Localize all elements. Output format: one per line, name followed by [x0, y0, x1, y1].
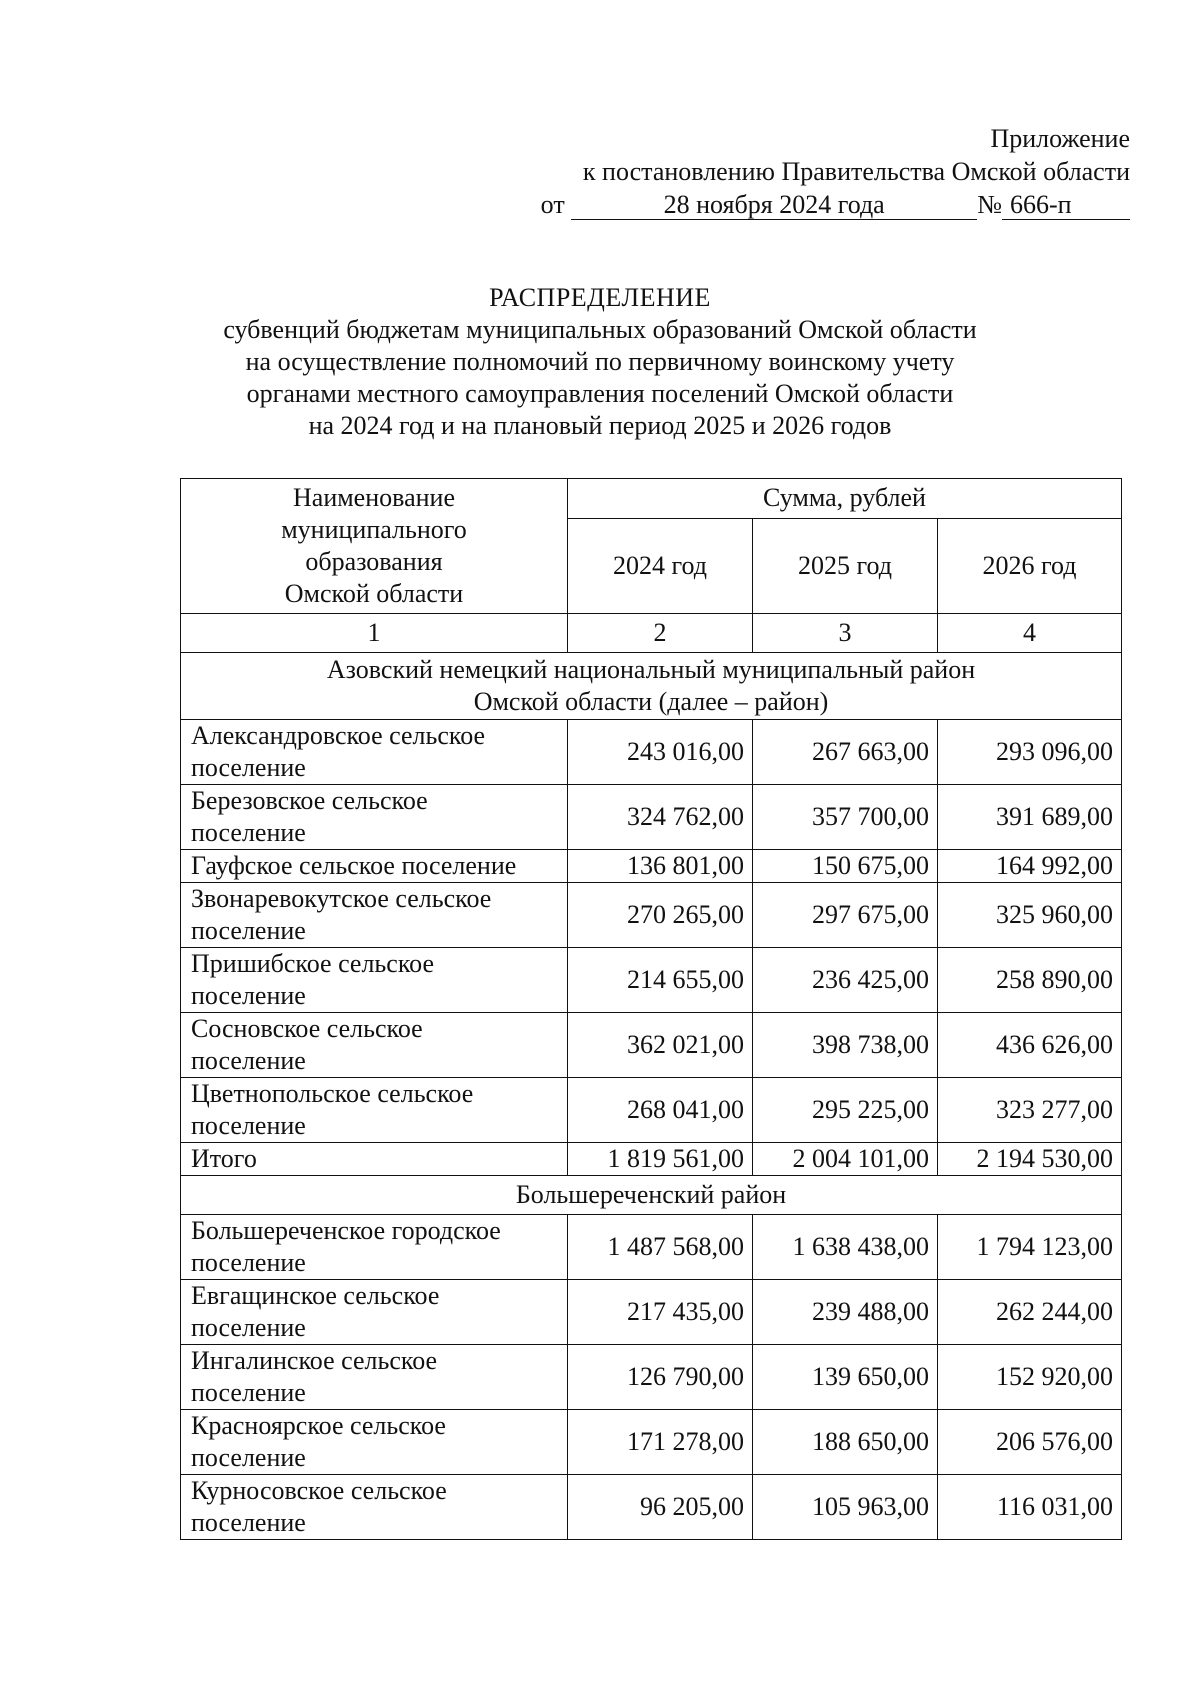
- amount-2026-cell: 325 960,00: [938, 883, 1122, 948]
- municipality-name-line: Красноярское сельское: [191, 1411, 446, 1440]
- municipality-name-line: Березовское сельское: [191, 786, 428, 815]
- column-number-row: [181, 614, 1122, 653]
- amount-2024-cell: 1 819 561,00: [568, 1143, 753, 1176]
- table-row: [181, 1078, 1122, 1143]
- amount-2026-cell: 116 031,00: [938, 1475, 1122, 1540]
- amount-2024-cell: 96 205,00: [568, 1475, 753, 1540]
- amount-2025-cell: 236 425,00: [753, 948, 938, 1013]
- amount-2026-cell: 2 194 530,00: [938, 1143, 1122, 1176]
- table-row: [181, 1215, 1122, 1280]
- amount-2024-cell: 243 016,00: [568, 720, 753, 785]
- municipality-name-cell: [181, 1280, 568, 1345]
- municipality-name-line: поселение: [191, 1508, 306, 1537]
- amount-2024-cell: 126 790,00: [568, 1345, 753, 1410]
- amount-2025-cell: 295 225,00: [753, 1078, 938, 1143]
- amount-2025-cell: 2 004 101,00: [753, 1143, 938, 1176]
- annex-date: 28 ноября 2024 года: [571, 191, 977, 220]
- total-row: [181, 1143, 1122, 1176]
- municipality-name-line: Большереченское городское: [191, 1216, 501, 1245]
- document-heading: РАСПРЕДЕЛЕНИЕ: [489, 283, 711, 312]
- municipality-name-line: поселение: [191, 753, 306, 782]
- subtitle-line: субвенций бюджетам муниципальных образований Омской области: [223, 315, 977, 344]
- amount-2025-cell: 1 638 438,00: [753, 1215, 938, 1280]
- district-header-row: [181, 1176, 1122, 1215]
- amount-2026-cell: 1 794 123,00: [938, 1215, 1122, 1280]
- amount-2025-cell: 188 650,00: [753, 1410, 938, 1475]
- distribution-table: [180, 478, 1122, 1540]
- table-row: [181, 883, 1122, 948]
- header-name-line: образования: [305, 547, 443, 576]
- municipality-name-line: Звонаревокутское сельское: [191, 884, 492, 913]
- municipality-name-line: поселение: [191, 1378, 306, 1407]
- amount-2024-cell: 270 265,00: [568, 883, 753, 948]
- municipality-name-line: поселение: [191, 916, 306, 945]
- municipality-name-line: поселение: [191, 1111, 306, 1140]
- municipality-name-line: поселение: [191, 818, 306, 847]
- table-row: [181, 1013, 1122, 1078]
- municipality-name-line: Сосновское сельское: [191, 1014, 423, 1043]
- amount-2026-cell: 258 890,00: [938, 948, 1122, 1013]
- amount-2024-cell: 1 487 568,00: [568, 1215, 753, 1280]
- annex-date-line: [541, 188, 1130, 221]
- table-row: [181, 785, 1122, 850]
- amount-2025-cell: 239 488,00: [753, 1280, 938, 1345]
- header-year-2026: 2026 год: [938, 518, 1122, 613]
- header-year-2024: 2024 год: [568, 518, 753, 613]
- subtitle-line: на осуществление полномочий по первичному воинскому учету: [245, 347, 955, 376]
- column-number: 2: [568, 614, 753, 653]
- municipality-name-line: поселение: [191, 981, 306, 1010]
- municipality-name-line: Александровское сельское: [191, 721, 486, 750]
- municipality-name-line: Евгащинское сельское: [191, 1281, 440, 1310]
- municipality-name-cell: [181, 1345, 568, 1410]
- amount-2025-cell: 297 675,00: [753, 883, 938, 948]
- amount-2024-cell: 136 801,00: [568, 850, 753, 883]
- column-number: 4: [938, 614, 1122, 653]
- amount-2026-cell: 323 277,00: [938, 1078, 1122, 1143]
- district-name-line: Большереченский район: [515, 1180, 787, 1209]
- municipality-name-cell: [181, 883, 568, 948]
- document-title: [0, 282, 1200, 442]
- annex-number: 666-п: [1002, 191, 1130, 220]
- municipality-name-line: поселение: [191, 1248, 306, 1277]
- subtitle-line: органами местного самоуправления поселений Омской области: [246, 379, 954, 408]
- municipality-name-line: поселение: [191, 1046, 306, 1075]
- amount-2025-cell: 357 700,00: [753, 785, 938, 850]
- district-name-line: Азовский немецкий национальный муниципальный район: [326, 655, 976, 684]
- municipality-name-cell: [181, 1410, 568, 1475]
- municipality-name-line: Цветнопольское сельское: [191, 1079, 474, 1108]
- annex-date-prefix: от: [540, 190, 565, 219]
- amount-2025-cell: 139 650,00: [753, 1345, 938, 1410]
- amount-2024-cell: 362 021,00: [568, 1013, 753, 1078]
- district-name-line: Омской области (далее – район): [473, 687, 829, 716]
- municipality-name-line: Итого: [191, 1144, 257, 1173]
- amount-2024-cell: 268 041,00: [568, 1078, 753, 1143]
- header-sum-cell: Сумма, рублей: [568, 479, 1122, 519]
- municipality-name-cell: [181, 1013, 568, 1078]
- table-row: [181, 1410, 1122, 1475]
- municipality-name-line: Ингалинское сельское: [191, 1346, 438, 1375]
- municipality-name-cell: [181, 785, 568, 850]
- subtitle-line: на 2024 год и на плановый период 2025 и 2026 годов: [308, 411, 892, 440]
- header-name-line: муниципального: [281, 515, 467, 544]
- column-number: 3: [753, 614, 938, 653]
- municipality-name-line: поселение: [191, 1313, 306, 1342]
- amount-2026-cell: 152 920,00: [938, 1345, 1122, 1410]
- annex-number-prefix: №: [977, 190, 1002, 219]
- amount-2024-cell: 324 762,00: [568, 785, 753, 850]
- amount-2026-cell: 436 626,00: [938, 1013, 1122, 1078]
- municipality-name-line: Курносовское сельское: [191, 1476, 447, 1505]
- amount-2025-cell: 105 963,00: [753, 1475, 938, 1540]
- municipality-name-cell: [181, 720, 568, 785]
- header-year-2025: 2025 год: [753, 518, 938, 613]
- municipality-name-cell: [181, 1078, 568, 1143]
- table-row: [181, 720, 1122, 785]
- table-row: [181, 850, 1122, 883]
- district-name-cell: [181, 1176, 1122, 1215]
- annex-title: Приложение: [990, 124, 1130, 153]
- district-header-row: [181, 653, 1122, 720]
- table-row: [181, 1475, 1122, 1540]
- header-name-line: Омской области: [284, 579, 464, 608]
- amount-2026-cell: 206 576,00: [938, 1410, 1122, 1475]
- header-name-line: Наименование: [293, 483, 455, 512]
- header-name-cell: [181, 479, 568, 614]
- municipality-name-cell: [181, 948, 568, 1013]
- amount-2025-cell: 150 675,00: [753, 850, 938, 883]
- amount-2024-cell: 171 278,00: [568, 1410, 753, 1475]
- amount-2026-cell: 262 244,00: [938, 1280, 1122, 1345]
- amount-2026-cell: 391 689,00: [938, 785, 1122, 850]
- amount-2025-cell: 398 738,00: [753, 1013, 938, 1078]
- annex-block: [541, 122, 1130, 221]
- amount-2026-cell: 164 992,00: [938, 850, 1122, 883]
- column-number: 1: [181, 614, 568, 653]
- municipality-name-line: Гауфское сельское поселение: [191, 851, 517, 880]
- municipality-name-line: Пришибское сельское: [191, 949, 435, 978]
- municipality-name-line: поселение: [191, 1443, 306, 1472]
- municipality-name-cell: [181, 1143, 568, 1176]
- municipality-name-cell: [181, 850, 568, 883]
- amount-2024-cell: 214 655,00: [568, 948, 753, 1013]
- municipality-name-cell: [181, 1215, 568, 1280]
- table-row: [181, 1280, 1122, 1345]
- amount-2024-cell: 217 435,00: [568, 1280, 753, 1345]
- annex-resolution-line: к постановлению Правительства Омской области: [582, 157, 1130, 186]
- amount-2026-cell: 293 096,00: [938, 720, 1122, 785]
- amount-2025-cell: 267 663,00: [753, 720, 938, 785]
- table-row: [181, 1345, 1122, 1410]
- municipality-name-cell: [181, 1475, 568, 1540]
- table-row: [181, 948, 1122, 1013]
- district-name-cell: [181, 653, 1122, 720]
